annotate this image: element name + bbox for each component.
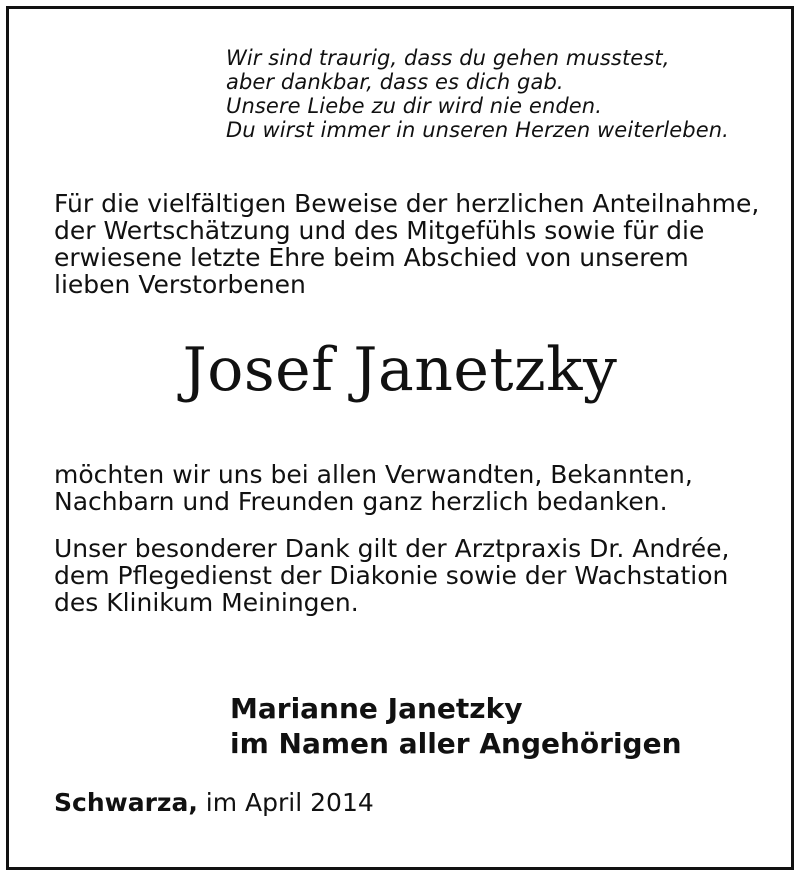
thanks-paragraph: [54, 461, 693, 515]
date-text: im April 2014: [205, 788, 374, 817]
signature-block: [230, 691, 682, 761]
thanks-line: Nachbarn und Freunden ganz herzlich bedanken.: [54, 487, 668, 516]
thanks-line: möchten wir uns bei allen Verwandten, Bekannten,: [54, 460, 693, 489]
intro-line: erwiesene letzte Ehre beim Abschied von unserem: [54, 243, 689, 272]
signer-name: Marianne Janetzky: [230, 692, 523, 725]
intro-line: der Wertschätzung und des Mitgefühls sowie für die: [54, 216, 705, 245]
poem-line: Du wirst immer in unseren Herzen weiterleben.: [226, 118, 729, 142]
poem-line: Wir sind traurig, dass du gehen musstest,: [226, 46, 670, 70]
poem-line: Unsere Liebe zu dir wird nie enden.: [226, 94, 602, 118]
poem-line: aber dankbar, dass es dich gab.: [226, 70, 564, 94]
place-date-line: [54, 788, 374, 818]
intro-line: Für die vielfältigen Beweise der herzlichen Anteilnahme,: [54, 189, 760, 218]
special-thanks-paragraph: [54, 535, 729, 616]
special-thanks-line: des Klinikum Meiningen.: [54, 588, 359, 617]
intro-line: lieben Verstorbenen: [54, 270, 306, 299]
special-thanks-line: dem Pflegedienst der Diakonie sowie der Wachstation: [54, 561, 729, 590]
memorial-poem: [226, 46, 729, 142]
intro-paragraph: [54, 190, 759, 298]
place-name: Schwarza,: [54, 788, 198, 817]
signer-note: im Namen aller Angehörigen: [230, 727, 682, 760]
deceased-name: Josef Janetzky: [182, 335, 618, 405]
special-thanks-line: Unser besonderer Dank gilt der Arztpraxis Dr. Andrée,: [54, 534, 730, 563]
